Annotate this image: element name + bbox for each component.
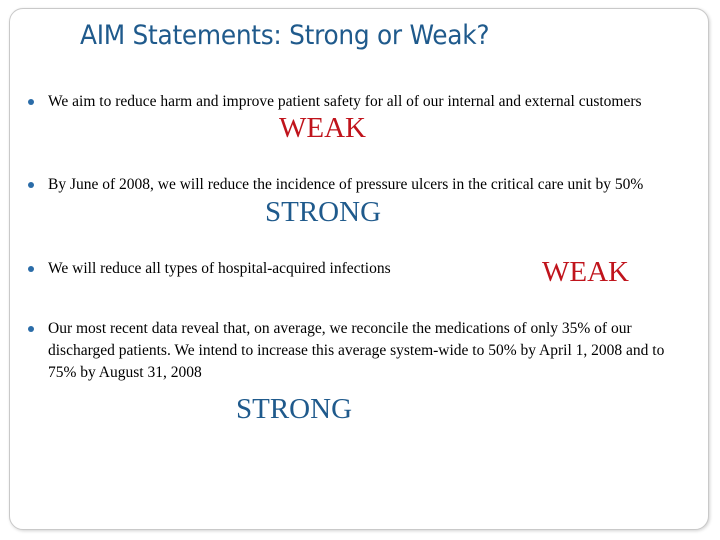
bullet-item-1 [28, 91, 678, 113]
bullet-text-4: Our most recent data reveal that, on average, we reconcile the medications of only 35% of our discharged patients. We intend to increase this average system-wide to 50% by April 1, 2008 and to 75% by August 31, 2008 [48, 320, 665, 381]
bullet-item-4 [28, 318, 678, 384]
slide-title: AIM Statements: Strong or Weak? [80, 20, 490, 51]
bullet-text-2: By June of 2008, we will reduce the incidence of pressure ulcers in the critical care unit by 50% [48, 176, 644, 193]
verdict-label-4: STRONG [236, 393, 353, 425]
bullet-dot-icon [28, 266, 34, 272]
bullet-dot-icon [28, 99, 34, 105]
verdict-label-1: WEAK [279, 112, 366, 144]
bullet-dot-icon [28, 326, 34, 332]
bullet-text-3: We will reduce all types of hospital-acquired infections [48, 260, 391, 277]
bullet-text-1: We aim to reduce harm and improve patient safety for all of our internal and external customers [48, 93, 642, 110]
verdict-label-3: WEAK [542, 256, 629, 288]
bullet-dot-icon [28, 182, 34, 188]
bullet-item-2 [28, 174, 678, 196]
verdict-label-2: STRONG [265, 196, 382, 228]
